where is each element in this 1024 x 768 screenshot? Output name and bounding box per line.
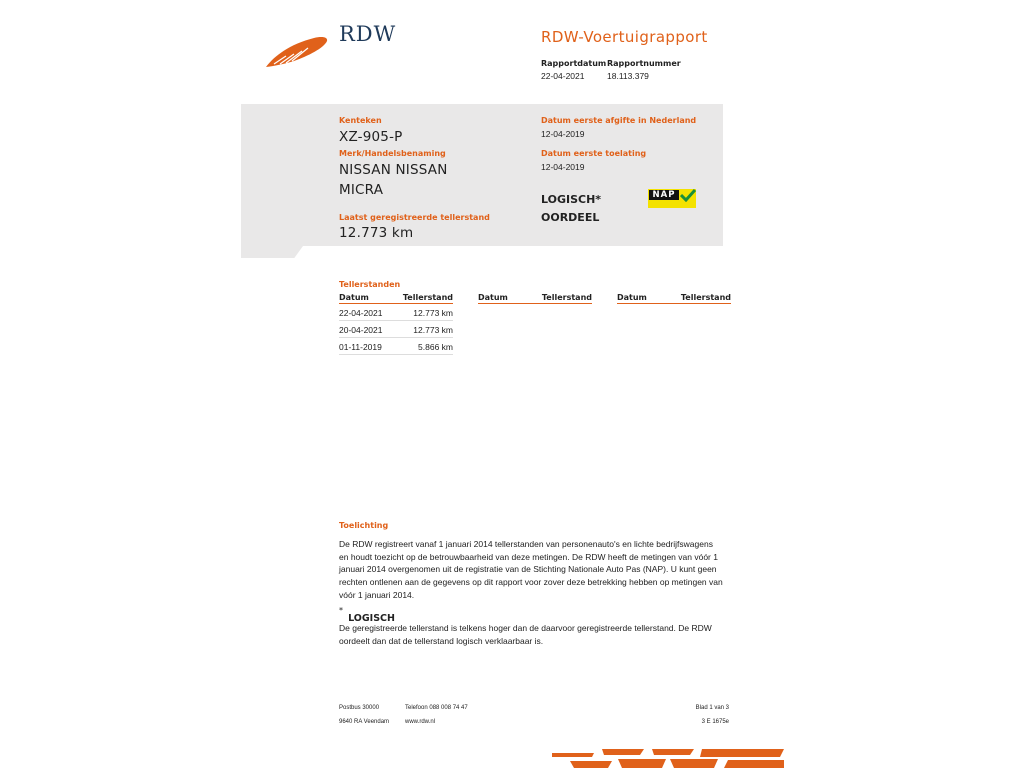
verdict-line2: OORDEEL <box>541 211 600 224</box>
footer-website: www.rdw.nl <box>405 719 436 725</box>
last-odometer-value: 12.773 km <box>339 225 414 241</box>
footer-address: 9640 RA Veendam <box>339 719 390 725</box>
odometer-header-row <box>339 293 453 304</box>
last-odometer-label: Laatst geregistreerde tellerstand <box>339 213 490 222</box>
vehicle-panel-tab <box>241 246 303 258</box>
odometer-header-row <box>478 293 592 304</box>
rdw-wing-logo-icon <box>264 34 330 70</box>
column-header-reading: Tellerstand <box>399 293 453 304</box>
table-row <box>339 304 453 321</box>
report-title: RDW-Voertuigrapport <box>541 28 708 46</box>
column-header-reading: Tellerstand <box>538 293 592 304</box>
footnote-body: De geregistreerde tellerstand is telkens hoger dan de daarvoor geregistreerde tellerstand. De RDW oordeelt dan dat de tellerstand logisch verklaarbaar is. <box>339 623 712 646</box>
report-date: 22-04-2021 <box>541 71 585 81</box>
report-date-label: Rapportdatum <box>541 59 607 68</box>
first-registration-nl-label: Datum eerste afgifte in Nederland <box>541 116 697 125</box>
first-admission-label: Datum eerste toelating <box>541 149 647 158</box>
odometer-table-column-3 <box>617 293 731 304</box>
footer-phone: Telefoon 088 008 74 47 <box>405 705 468 711</box>
plate-label: Kenteken <box>339 116 382 125</box>
report-number: 18.113.379 <box>607 71 649 81</box>
column-header-date: Datum <box>617 293 677 304</box>
row-date: 20-04-2021 <box>339 321 399 338</box>
first-registration-nl-value: 12-04-2019 <box>541 129 585 139</box>
brand-value-line1: NISSAN NISSAN <box>339 162 448 178</box>
footer-page: Blad 1 van 3 <box>695 705 729 711</box>
column-header-date: Datum <box>478 293 538 304</box>
odometer-table <box>339 293 453 355</box>
nap-badge <box>648 189 696 208</box>
table-row <box>339 321 453 338</box>
brand-label: Merk/Handelsbenaming <box>339 149 446 158</box>
first-admission-value: 12-04-2019 <box>541 162 585 172</box>
vehicle-panel <box>241 104 723 246</box>
row-reading: 12.773 km <box>399 304 453 321</box>
report-number-label: Rapportnummer <box>607 59 681 68</box>
row-date: 01-11-2019 <box>339 338 399 355</box>
footer-code: 3 E 1675e <box>701 719 729 725</box>
row-date: 22-04-2021 <box>339 304 399 321</box>
footnote-mark: * <box>339 606 343 615</box>
explanation-title: Toelichting <box>339 521 389 530</box>
odometer-header-row <box>617 293 731 304</box>
nap-badge-text: NAP <box>649 190 679 200</box>
odometer-table-column-2 <box>478 293 592 304</box>
plate-value: XZ-905-P <box>339 129 403 145</box>
brand-value-line2: MICRA <box>339 182 384 198</box>
footer-stripes-icon <box>552 747 784 768</box>
footer-postbus: Postbus 30000 <box>339 705 380 711</box>
footnote-title: LOGISCH <box>348 613 395 624</box>
odometer-section-title: Tellerstanden <box>339 280 401 289</box>
table-row <box>339 338 453 355</box>
nap-check-icon <box>680 189 696 202</box>
explanation-body: De RDW registreert vanaf 1 januari 2014 tellerstanden van personenauto's en lichte bedrijfswagens en houdt toezicht op de betrouwbaarheid van deze metingen. De RDW heeft de metingen van vóór 1 januari 2014 overgenomen uit de registratie van de Stichting Nationale Auto Pas (NAP). U kunt geen rechten ontlenen aan de gegevens op dit rapport voor zover deze betrekking hebben op metingen van vóór 1 januari 2014. <box>339 539 723 600</box>
column-header-reading: Tellerstand <box>677 293 731 304</box>
row-reading: 5.866 km <box>399 338 453 355</box>
verdict-line1: LOGISCH* <box>541 193 602 206</box>
row-reading: 12.773 km <box>399 321 453 338</box>
column-header-date: Datum <box>339 293 399 304</box>
logo-text: RDW <box>339 22 397 46</box>
